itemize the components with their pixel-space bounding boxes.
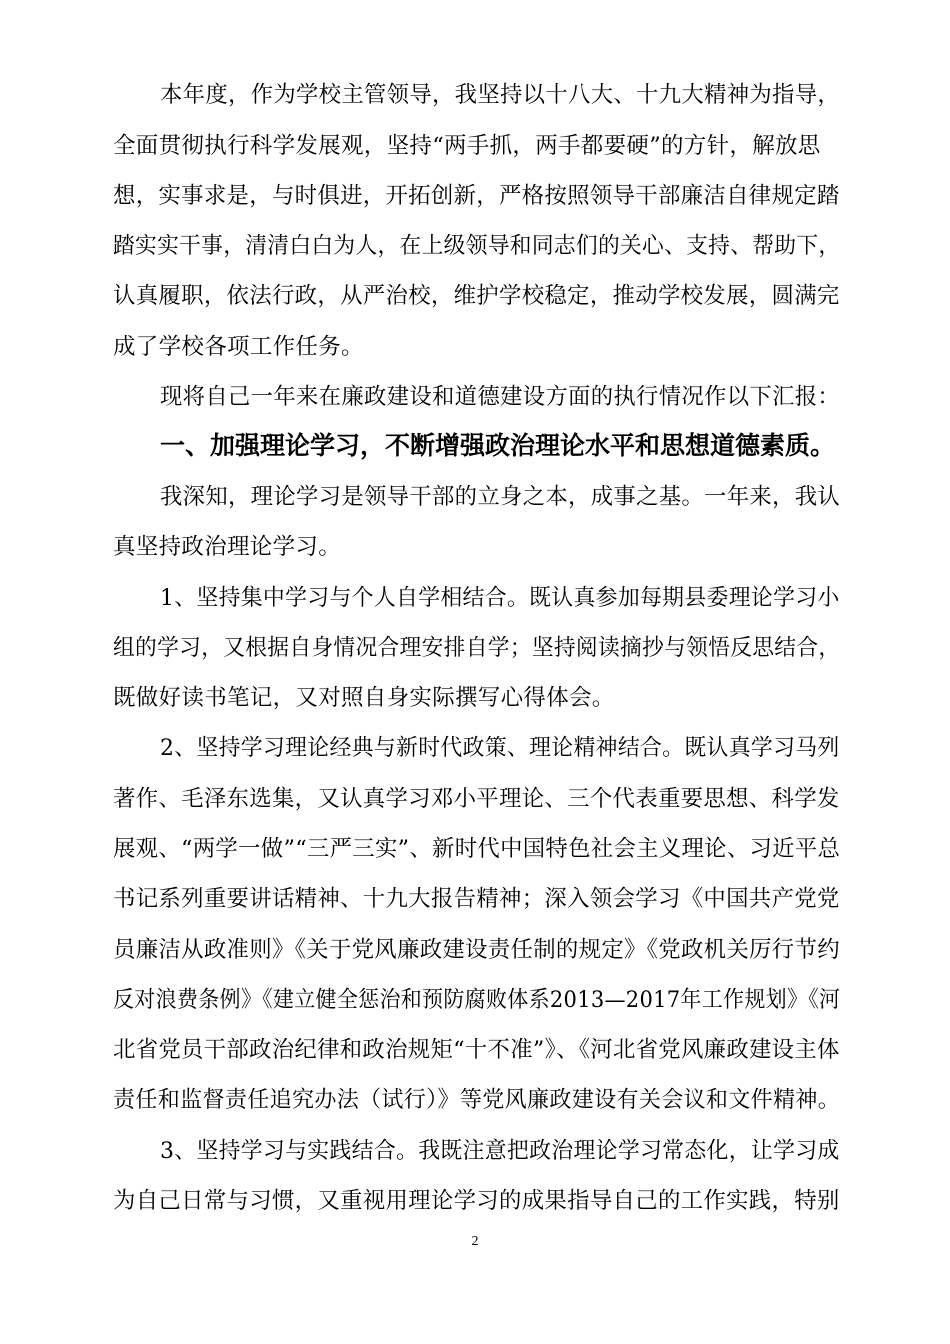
list-item-line: 北省党员干部政治纪律和政治规矩“十不准”》、《河北省党风廉政建设主体 xyxy=(113,1037,840,1063)
paragraph-line: 现将自己一年来在廉政建设和道德建设方面的执行情况作以下汇报： xyxy=(160,384,841,410)
paragraph-line: 真坚持政治理论学习。 xyxy=(113,534,342,560)
paragraph-line: 想，实事求是，与时俱进，开拓创新，严格按照领导干部廉洁自律规定踏 xyxy=(113,183,840,209)
list-item-line: 反对浪费条例》《建立健全惩治和预防腐败体系2013—2017年工作规划》《河 xyxy=(113,987,841,1013)
list-item-line: 书记系列重要讲话精神、十九大报告精神；深入领会学习《中国共产党党 xyxy=(113,886,840,912)
paragraph-line: 踏实实干事，清清白白为人，在上级领导和同志们的关心、支持、帮助下， xyxy=(113,233,841,259)
paragraph-line: 成了学校各项工作任务。 xyxy=(113,334,364,360)
section-heading: 一、加强理论学习，不断增强政治理论水平和思想道德素质。 xyxy=(160,431,836,460)
list-item-line: 2、坚持学习理论经典与新时代政策、理论精神结合。既认真学习马列 xyxy=(160,735,840,761)
paragraph-line: 我深知，理论学习是领导干部的立身之本，成事之基。一年来，我认 xyxy=(160,484,841,510)
page-number: 2 xyxy=(471,1234,479,1249)
list-item-line: 为自己日常与习惯，又重视用理论学习的成果指导自己的工作实践，特别 xyxy=(113,1188,840,1214)
paragraph-line: 全面贯彻执行科学发展观，坚持“两手抓，两手都要硬”的方针，解放思 xyxy=(113,133,821,159)
list-item-line: 1、坚持集中学习与个人自学相结合。既认真参加每期县委理论学习小 xyxy=(160,585,840,611)
list-item-line: 3、坚持学习与实践结合。我既注意把政治理论学习常态化，让学习成 xyxy=(160,1138,840,1164)
list-item-line: 组的学习，又根据自身情况合理安排自学；坚持阅读摘抄与领悟反思结合， xyxy=(113,635,841,661)
list-item-line: 员廉洁从政准则》《关于党风廉政建设责任制的规定》《党政机关厉行节约 xyxy=(113,937,840,963)
list-item-line: 既做好读书笔记，又对照自身实际撰写心得体会。 xyxy=(113,685,615,711)
list-item-line: 责任和监督责任追究办法（试行）》等党风廉政建设有关会议和文件精神。 xyxy=(113,1087,841,1113)
list-item-line: 著作、毛泽东选集，又认真学习邓小平理论、三个代表重要思想、科学发 xyxy=(113,786,840,812)
list-item-line: 展观、“两学一做”“三严三实”、新时代中国特色社会主义理论、习近平总 xyxy=(113,836,841,862)
paragraph-line: 认真履职，依法行政，从严治校，维护学校稳定，推动学校发展，圆满完 xyxy=(113,283,840,309)
paragraph-line: 本年度，作为学校主管领导，我坚持以十八大、十九大精神为指导， xyxy=(160,82,841,108)
